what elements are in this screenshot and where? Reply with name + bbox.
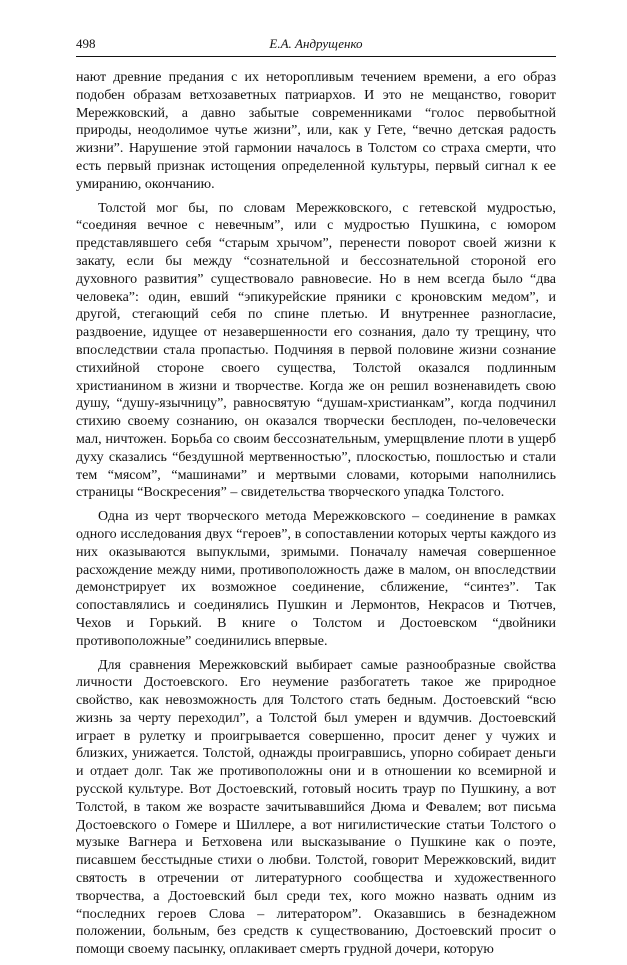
running-head	[76, 34, 556, 57]
paragraph-continued: нают древние предания с их неторопливым течением времени, а его образ подобен образам ветхозаветных патриархов. И это не мещанство, говорит Мережковский, а давно забытые современниками “голос первобытной природы, неодолимое чутье жизни”, или, как у Гете, “вечно детская радость жизни”. Нарушение этой гармонии началось в Толстом со страха смерти, что есть первый признак истощения определенной культуры, первый сигнал к ее умиранию, окончанию.	[76, 70, 556, 192]
book-page	[76, 34, 556, 965]
running-title: Е.А. Андрущенко	[269, 36, 363, 51]
body-text	[76, 69, 556, 959]
page-number: 498	[76, 36, 96, 51]
paragraph: Для сравнения Мережковский выбирает самые разнообразные свойства личности Достоевского. Его неумение разбогатеть такое же природное свойство, как невозможность для Толстого стать бедным. Достоевский “всю жизнь за черту переходил”, а Толстой был умерен и вдумчив. Достоевский играет в рулетку и проигрывается совершенно, просит денег у чужих и близких, унижается. Толстой, однажды проигравшись, упорно собирает деньги и отдает долг. Так же противоположны они и в отношении ко всемирной и русской культуре. Вот Достоевский, готовый носить траур по Пушкину, а вот Толстой, в таком же возрасте зачитывавшийся Дюма и Февалем; вот письма Достоевского о Гомере и Шиллере, а вот нигилистические статьи Толстого о музыке Вагнера и Бетховена или высказывание о Пушкине как о поэте, писавшем бесстыдные стихи о любви. Толстой, говорит Мережковский, видит святость в отречении от литературного сообщества и художественного творчества, а Достоевский был среди тех, кого можно назвать одним из “последних героев Слова – литератором”. Оказавшись в безнадежном положении, больным, без средств к существованию, Достоевский просит о помощи своему пасынку, оплакивает смерть грудной дочери, которую	[76, 657, 556, 958]
paragraph: Толстой мог бы, по словам Мережковского, с гетевской мудростью, “соединяя вечное с невечным”, или с мудростью Пушкина, с юмором представлявшего себя “старым хрычом”, перенести поворот своей жизни к закату, если бы между “сознательной и бессознательной стороной его духовного развития” существовало равновесие. Но в нем всегда было “два человека”: один, евший “эпикурейские пряники с кроновским медом”, и другой, стегающий себя по спине плетью. И внутреннее разногласие, раздвоение, идущее от незавершенности его сознания, дало ту трещину, что впоследствии стала пропастью. Подчиняя в первой половине жизни сознание стихийной стороне своего существа, Толстой оказался подлинным христианином в жизни и творчестве. Когда же он решил возненавидеть свою душу, “душу-язычницу”, равносвятую “душам-христианкам”, когда подчинил стихию своему сознанию, он оказался творчески бесплоден, по-человечески мал, ничтожен. Борьба со своим бессознательным, умерщвление плоти в ущерб духу сказались “бездушной мертвенностью”, плоскостью, пошлостью и стали тем “мясом”, “машинами” и мертвыми словами, которыми наполнились страницы “Воскресения” – свидетельства творческого упадка Толстого.	[76, 200, 556, 501]
paragraph: Одна из черт творческого метода Мережковского – соединение в рамках одного исследования двух “героев”, в сопоставлении которых черты каждого из них оказываются выпуклыми, зримыми. Поначалу намечая совершенное расхождение между ними, противоположность даже в малом, он впоследствии демонстрирует их возможное соединение, сближение, “синтез”. Так сопоставлялись и соединялись Пушкин и Лермонтов, Некрасов и Тютчев, Чехов и Горький. В книге о Толстом и Достоевском “двойники противоположные” соединились впервые.	[76, 509, 556, 649]
